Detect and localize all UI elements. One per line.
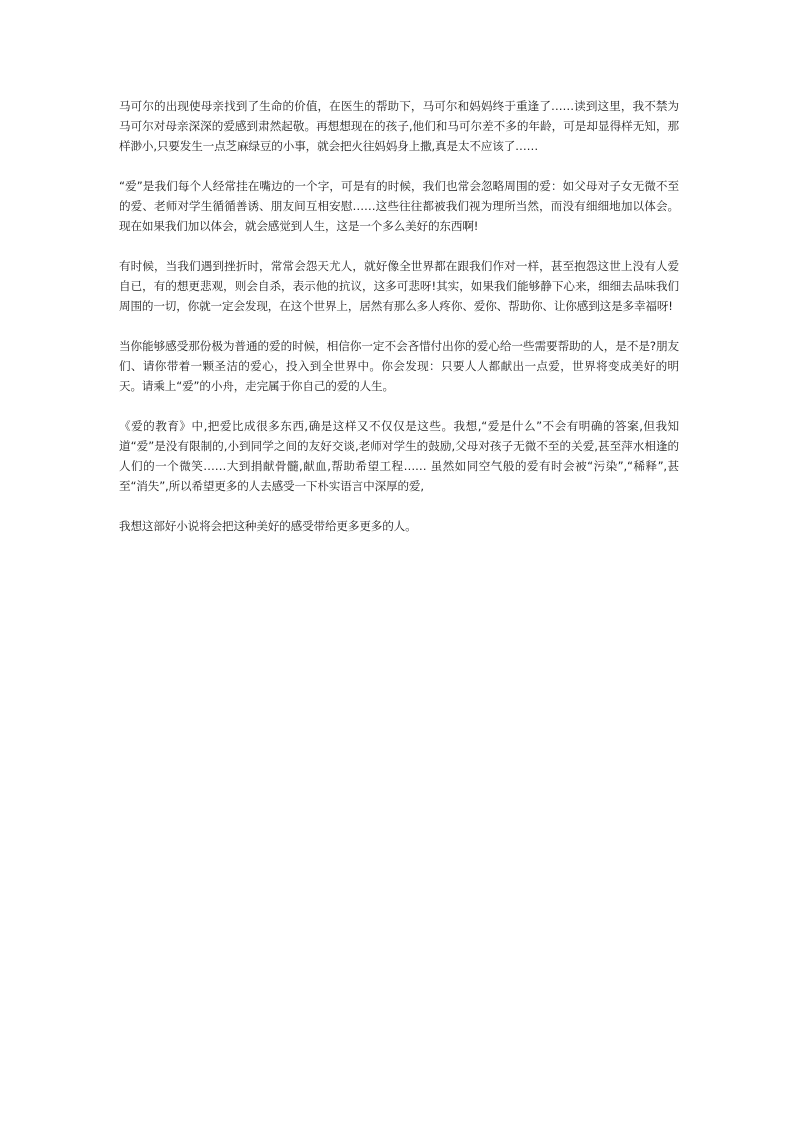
paragraph-2: “爱”是我们每个人经常挂在嘴边的一个字，可是有的时候，我们也常会忽略周围的爱：如父母对子女无微不至的爱、老师对学生循循善诱、朋友间互相安慰……这些往往都被我们视为理所当然，而没有细细地加以体会。现在如果我们加以体会，就会感觉到人生，这是一个多么美好的东西啊! (119, 179, 679, 233)
paragraph-5: 《爱的教育》中,把爱比成很多东西,确是这样又不仅仅是这些。我想,“爱是什么”不会有明确的答案,但我知道“爱”是没有限制的,小到同学之间的友好交谈,老师对学生的鼓励,父母对孩子无微不至的关爱,甚至萍水相逢的人们的一个微笑……大到捐献骨髓,献血,帮助希望工程…… 虽然如同空气般的爱有时会被“污染”,“稀释”,甚至“消失”,所以希望更多的人去感受一下朴实语言中深厚的爱, (119, 419, 679, 493)
paragraph-4: 当你能够感受那份极为普通的爱的时候，相信你一定不会吝惜付出你的爱心给一些需要帮助的人，是不是?朋友们、请你带着一颗圣洁的爱心，投入到全世界中。你会发现：只要人人都献出一点爱，世界将变成美好的明天。请乘上“爱”的小舟，走完属于你自己的爱的人生。 (119, 339, 679, 393)
paragraph-6: 我想这部好小说将会把这种美好的感受带给更多更多的人。 (119, 519, 417, 533)
paragraph-3: 有时候，当我们遇到挫折时，常常会怨天尤人，就好像全世界都在跟我们作对一样，甚至抱怨这世上没有人爱自已，有的想更悲观，则会自杀，表示他的抗议，这多可悲呀!其实，如果我们能够静下心来，细细去品味我们周围的一切，你就一定会发现，在这个世界上，居然有那么多人疼你、爱你、帮助你、让你感到这是多幸福呀! (119, 259, 679, 313)
document-body (119, 96, 679, 556)
paragraph-1: 马可尔的出现使母亲找到了生命的价值，在医生的帮助下，马可尔和妈妈终于重逢了……读到这里，我不禁为马可尔对母亲深深的爱感到肃然起敬。再想想现在的孩子,他们和马可尔差不多的年龄，可是却显得样无知，那样渺小,只要发生一点芝麻绿豆的小事，就会把火往妈妈身上撒,真是太不应该了…… (119, 99, 679, 153)
